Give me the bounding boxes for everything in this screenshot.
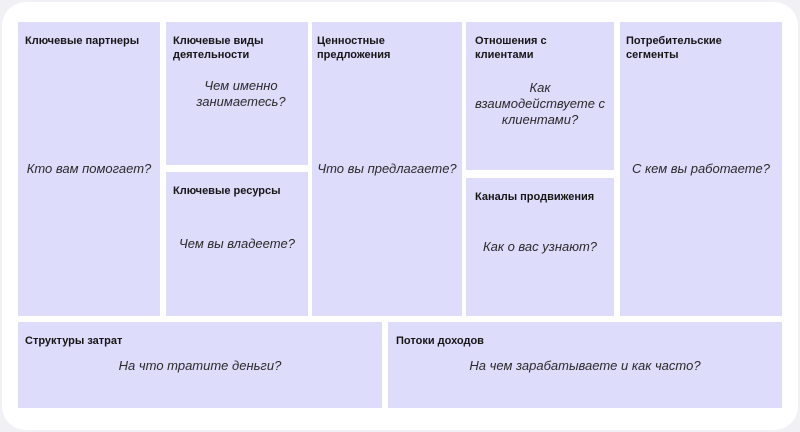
value-propositions-block (312, 22, 462, 316)
cost-structure-question: На что тратите деньги? (118, 358, 282, 373)
customer-relations-question: Как взаимодействуете с клиентами? (474, 80, 606, 127)
customer-segments-title: Потребительские сегменты (626, 35, 722, 61)
key-partners-question: Кто вам помогает? (26, 161, 152, 176)
key-resources-question: Чем вы владеете? (178, 236, 296, 251)
revenue-streams-title: Потоки доходов (396, 335, 484, 347)
key-activities-block (166, 22, 308, 165)
customer-relations-block (466, 22, 614, 170)
business-model-canvas (2, 2, 798, 430)
value-propositions-question: Что вы предлагаете? (317, 161, 457, 176)
value-propositions-title: Ценностные предложения (317, 35, 391, 61)
key-resources-title: Ключевые ресурсы (173, 185, 281, 197)
key-resources-block (166, 172, 308, 316)
channels-block (466, 178, 614, 316)
key-partners-block (18, 22, 160, 316)
customer-segments-question: С кем вы работаете? (632, 161, 770, 176)
key-activities-title: Ключевые виды деятельности (173, 35, 264, 61)
key-partners-title: Ключевые партнеры (25, 35, 140, 47)
cost-structure-title: Структуры затрат (25, 335, 123, 347)
customer-segments-block (620, 22, 782, 316)
channels-title: Каналы продвижения (475, 191, 595, 203)
customer-relations-title: Отношения с клиентами (475, 35, 547, 61)
revenue-streams-block (388, 322, 782, 408)
channels-question: Как о вас узнают? (482, 239, 598, 254)
cost-structure-block (18, 322, 382, 408)
revenue-streams-question: На чем зарабатываете и как часто? (469, 358, 701, 373)
key-activities-question: Чем именно занимаетесь? (196, 78, 286, 109)
